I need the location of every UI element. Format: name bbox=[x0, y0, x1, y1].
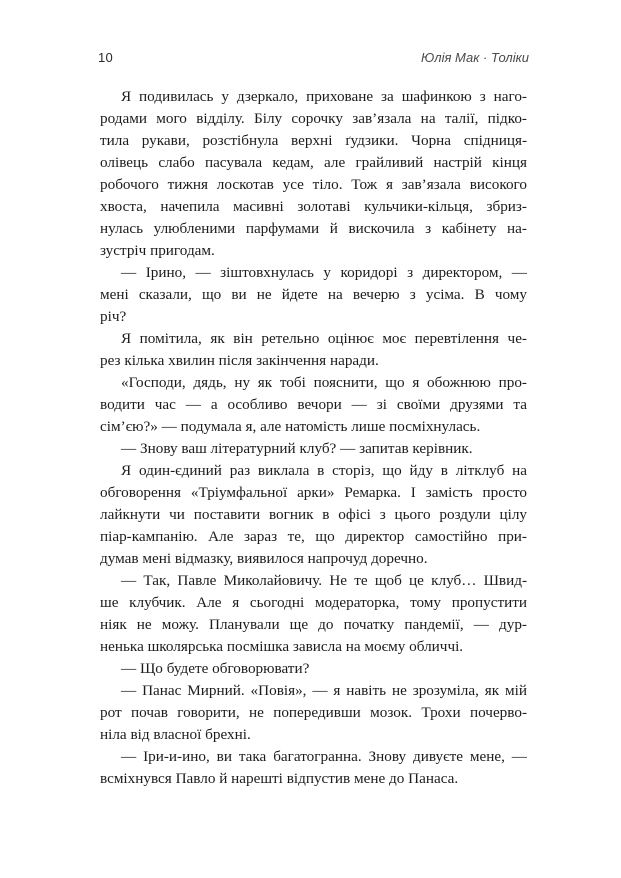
text-line: ніяк не можу. Планували ще до початку пандемії, — дур- bbox=[100, 616, 527, 633]
text-line: ше клубчик. Але я сьогодні модераторка, тому пропустити bbox=[100, 594, 527, 611]
text-line: тила рукави, розстібнула верхні ґудзики. Чорна спідниця- bbox=[100, 132, 527, 149]
text-line: олівець слабо пасувала кедам, але грайливий настрій кінця bbox=[100, 154, 527, 171]
text-line: думав мені відмазку, виявилося напрочуд доречно. bbox=[100, 550, 428, 567]
running-title: Юлія Мак · Толіки bbox=[420, 50, 529, 65]
text-line: «Господи, дядь, ну як тобі пояснити, що я обожнюю про- bbox=[121, 374, 527, 391]
dialogue-paragraph bbox=[100, 658, 527, 680]
text-line: рез кілька хвилин після закінчення наради. bbox=[100, 352, 379, 369]
text-line: мені сказали, що ви не йдете на вечерю з усіма. В чому bbox=[100, 286, 527, 303]
text-line: зустріч пригодам. bbox=[100, 242, 215, 259]
text-line: лайкнути чи поставити вогник в офісі з цього роздули цілу bbox=[100, 506, 527, 523]
text-line: родами мого відділу. Білу сорочку зав’язала на талії, підко- bbox=[100, 110, 527, 127]
body-text bbox=[100, 86, 527, 790]
text-line: — Ірино, — зіштовхнулась у коридорі з директором, — bbox=[121, 264, 527, 281]
text-line: водити час — а особливо вечори — зі своїми друзями та bbox=[100, 396, 527, 413]
text-line: — Що будете обговорювати? bbox=[121, 660, 310, 677]
text-line: — Панас Мирний. «Повія», — я навіть не зрозуміла, як мій bbox=[121, 682, 527, 699]
text-line: піар-кампанію. Але зараз те, що директор самостійно при- bbox=[100, 528, 527, 545]
text-line: всміхнувся Павло й нарешті відпустив мене до Панаса. bbox=[100, 770, 459, 787]
running-header bbox=[98, 49, 529, 67]
text-line: сім’єю?» — подумала я, але натомість лише посміхнулась. bbox=[100, 418, 481, 435]
text-line: Я подивилась у дзеркало, приховане за шафинкою з наго- bbox=[121, 88, 527, 105]
text-line: ненька школярська посмішка зависла на моєму обличчі. bbox=[100, 638, 464, 655]
paragraph bbox=[100, 460, 527, 570]
text-line: — Іри-и-ино, ви така багатогранна. Знову дивуєте мене, — bbox=[121, 748, 527, 765]
paragraph bbox=[100, 328, 527, 372]
text-line: річ? bbox=[100, 308, 127, 325]
dialogue-paragraph bbox=[100, 262, 527, 328]
dialogue-paragraph bbox=[100, 438, 527, 460]
text-line: рот почав говорити, не попередивши мозок. Трохи почерво- bbox=[100, 704, 527, 721]
text-line: Я один-єдиний раз виклала в сторіз, що йду в літклуб на bbox=[121, 462, 527, 479]
text-line: — Знову ваш літературний клуб? — запитав керівник. bbox=[121, 440, 473, 457]
text-line: Я помітила, як він ретельно оцінює моє перевтілення че- bbox=[121, 330, 527, 347]
text-line: — Так, Павле Миколайовичу. Не те щоб це клуб… Швид- bbox=[121, 572, 527, 589]
page-number: 10 bbox=[98, 50, 114, 65]
text-line: нулась улюбленими парфумами й вискочила з кабінету на- bbox=[100, 220, 527, 237]
text-line: ніла від власної брехні. bbox=[100, 726, 251, 743]
inner-thought-paragraph bbox=[100, 372, 527, 438]
dialogue-paragraph bbox=[100, 680, 527, 746]
paragraph bbox=[100, 86, 527, 262]
text-line: хвоста, начепила масивні золотаві кульчики-кільця, збриз- bbox=[100, 198, 527, 215]
dialogue-paragraph bbox=[100, 746, 527, 790]
dialogue-paragraph bbox=[100, 570, 527, 658]
text-line: обговорення «Тріумфальної арки» Ремарка. І замість просто bbox=[100, 484, 527, 501]
text-line: робочого тижня лоскотав усе тіло. Тож я зав’язала високого bbox=[100, 176, 527, 193]
